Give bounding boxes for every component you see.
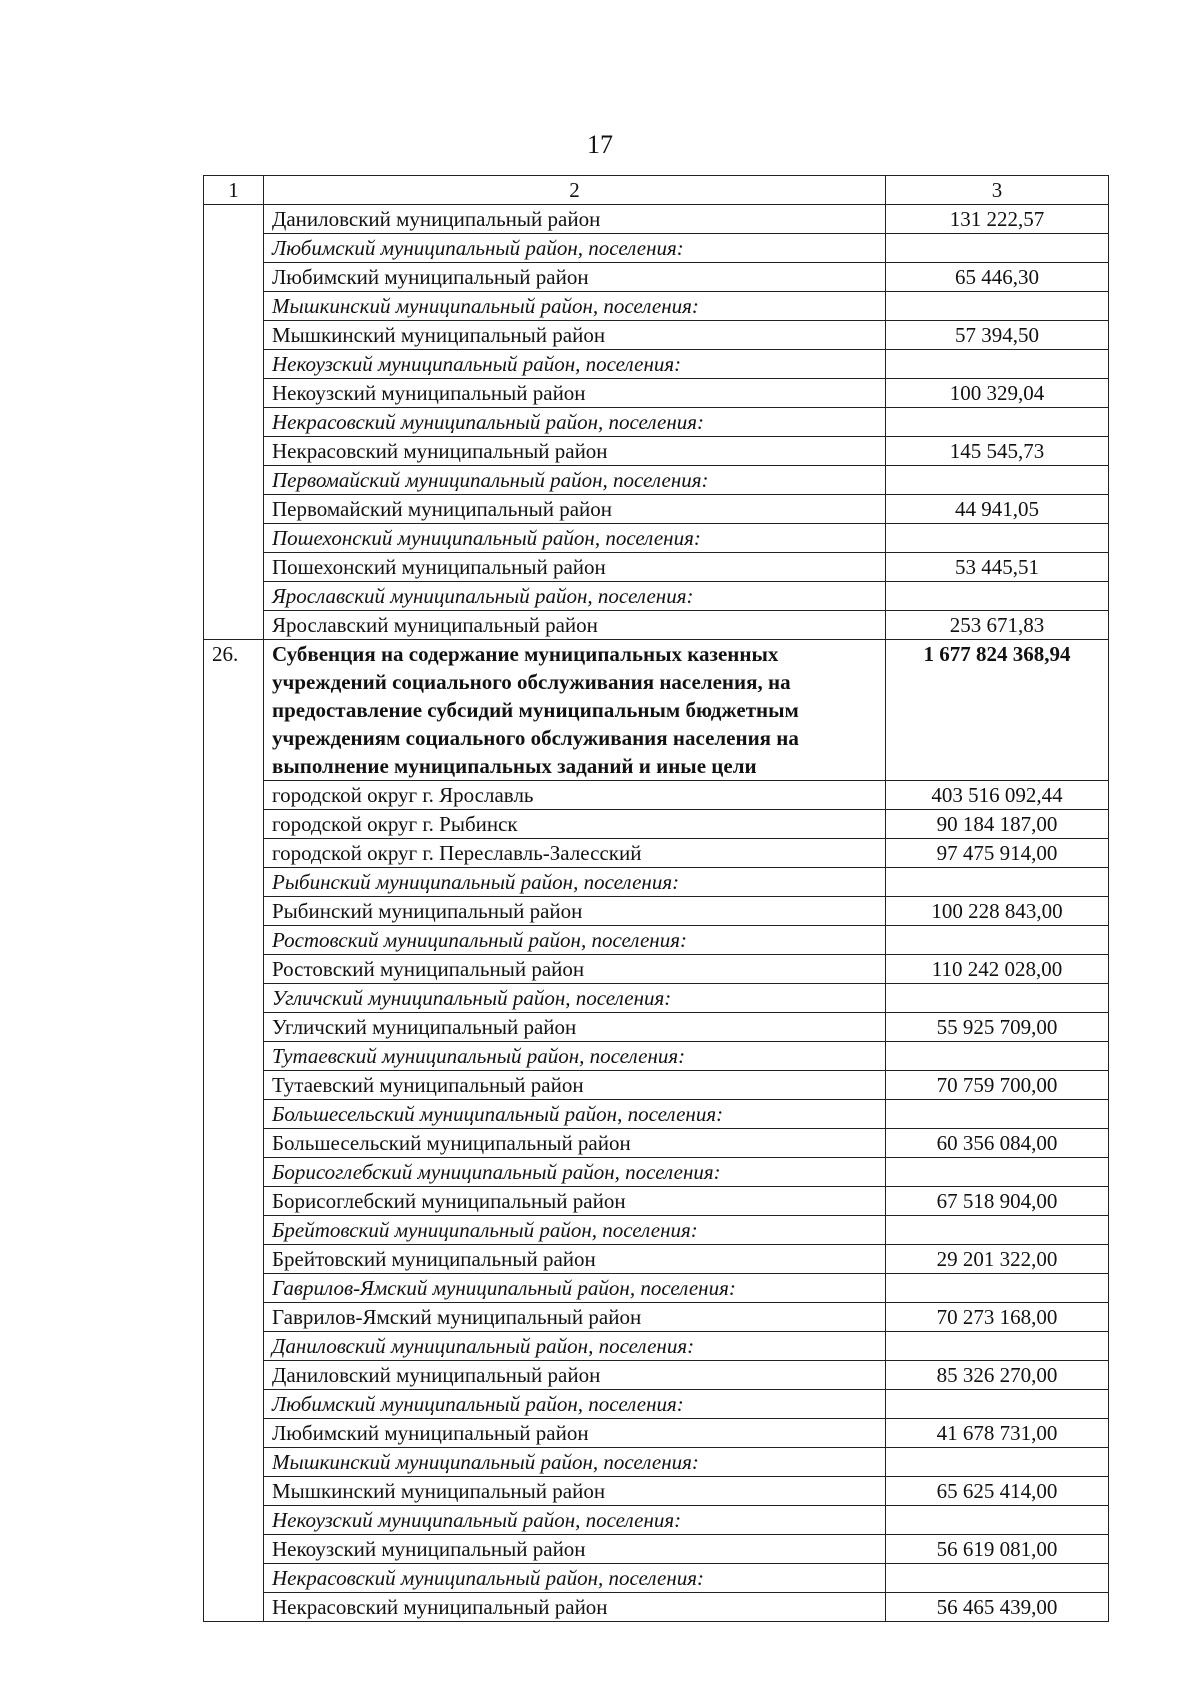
row-amount <box>886 234 1109 263</box>
row-amount: 100 329,04 <box>886 379 1109 408</box>
row-amount <box>886 408 1109 437</box>
row-label: Ростовский муниципальный район, поселения: <box>264 926 886 955</box>
row-label: Большесельский муниципальный район, поселения: <box>264 1100 886 1129</box>
table-row <box>204 781 1109 810</box>
row-label: Мышкинский муниципальный район, поселения: <box>264 1448 886 1477</box>
row-amount: 29 201 322,00 <box>886 1245 1109 1274</box>
table-row <box>204 553 1109 582</box>
row-amount: 56 465 439,00 <box>886 1593 1109 1622</box>
table-row <box>204 379 1109 408</box>
table-row <box>204 1390 1109 1419</box>
table-row <box>204 1216 1109 1245</box>
row-label: Мышкинский муниципальный район, поселения: <box>264 292 886 321</box>
table-row <box>204 1303 1109 1332</box>
row-label: Даниловский муниципальный район <box>264 1361 886 1390</box>
section-title-row <box>204 640 1109 781</box>
table-row <box>204 1013 1109 1042</box>
row-label: Рыбинский муниципальный район, поселения: <box>264 868 886 897</box>
table-row <box>204 1448 1109 1477</box>
table-row <box>204 897 1109 926</box>
row-amount: 90 184 187,00 <box>886 810 1109 839</box>
row-label: Пошехонский муниципальный район, поселения: <box>264 524 886 553</box>
row-amount: 70 759 700,00 <box>886 1071 1109 1100</box>
table-row <box>204 1158 1109 1187</box>
row-amount: 403 516 092,44 <box>886 781 1109 810</box>
row-amount: 65 625 414,00 <box>886 1477 1109 1506</box>
row-amount <box>886 1158 1109 1187</box>
table-row <box>204 524 1109 553</box>
section-number: 26. <box>204 640 264 1622</box>
row-label: Некрасовский муниципальный район <box>264 437 886 466</box>
row-amount: 145 545,73 <box>886 437 1109 466</box>
row-amount: 100 228 843,00 <box>886 897 1109 926</box>
row-amount <box>886 926 1109 955</box>
row-label: Некрасовский муниципальный район <box>264 1593 886 1622</box>
row-label: Мышкинский муниципальный район <box>264 321 886 350</box>
row-amount: 56 619 081,00 <box>886 1535 1109 1564</box>
row-label: Гаврилов-Ямский муниципальный район, поселения: <box>264 1274 886 1303</box>
row-amount <box>886 1042 1109 1071</box>
row-amount <box>886 868 1109 897</box>
table-row <box>204 1332 1109 1361</box>
section-title: Субвенция на содержание муниципальных казенных учреждений социального обслуживания населения, на предоставление субсидий муниципальным бюджетным учреждениям социального обслуживания населения на выполнение муниципальных заданий и иные цели <box>264 640 886 781</box>
row-amount: 70 273 168,00 <box>886 1303 1109 1332</box>
row-amount: 41 678 731,00 <box>886 1419 1109 1448</box>
table-row <box>204 205 1109 234</box>
table-row <box>204 350 1109 379</box>
column-number-row <box>204 176 1109 205</box>
column-number-2: 2 <box>264 176 886 205</box>
row-label: Некоузский муниципальный район <box>264 379 886 408</box>
row-amount <box>886 1274 1109 1303</box>
row-amount: 57 394,50 <box>886 321 1109 350</box>
row-label: городской округ г. Рыбинск <box>264 810 886 839</box>
row-label: Тутаевский муниципальный район <box>264 1071 886 1100</box>
row-label: Борисоглебский муниципальный район, поселения: <box>264 1158 886 1187</box>
table-row <box>204 1071 1109 1100</box>
row-label: Большесельский муниципальный район <box>264 1129 886 1158</box>
row-amount <box>886 1332 1109 1361</box>
row-label: Мышкинский муниципальный район <box>264 1477 886 1506</box>
table-row <box>204 1361 1109 1390</box>
table-row <box>204 292 1109 321</box>
table-row <box>204 1274 1109 1303</box>
table-row <box>204 984 1109 1013</box>
row-amount <box>886 984 1109 1013</box>
table-row <box>204 495 1109 524</box>
table-row <box>204 1477 1109 1506</box>
row-amount: 44 941,05 <box>886 495 1109 524</box>
table-row <box>204 1245 1109 1274</box>
row-label: Любимский муниципальный район <box>264 1419 886 1448</box>
row-label: Брейтовский муниципальный район <box>264 1245 886 1274</box>
table-row <box>204 321 1109 350</box>
row-amount: 55 925 709,00 <box>886 1013 1109 1042</box>
row-amount <box>886 292 1109 321</box>
page-number: 17 <box>587 130 613 159</box>
row-amount <box>886 1564 1109 1593</box>
table-row <box>204 1564 1109 1593</box>
row-label: Любимский муниципальный район, поселения: <box>264 234 886 263</box>
row-label: Даниловский муниципальный район <box>264 205 886 234</box>
row-amount: 53 445,51 <box>886 553 1109 582</box>
table-row <box>204 839 1109 868</box>
row-label: Любимский муниципальный район <box>264 263 886 292</box>
column-number-3: 3 <box>886 176 1109 205</box>
row-amount: 65 446,30 <box>886 263 1109 292</box>
row-label: Рыбинский муниципальный район <box>264 897 886 926</box>
row-amount <box>886 1506 1109 1535</box>
table-row <box>204 1187 1109 1216</box>
table-row <box>204 466 1109 495</box>
row-label: Ярославский муниципальный район <box>264 611 886 640</box>
row-amount <box>886 350 1109 379</box>
section-index-cell <box>204 205 264 640</box>
row-label: Некоузский муниципальный район, поселения: <box>264 1506 886 1535</box>
row-amount: 85 326 270,00 <box>886 1361 1109 1390</box>
row-amount: 131 222,57 <box>886 205 1109 234</box>
table-body <box>204 176 1109 1622</box>
row-label: Ростовский муниципальный район <box>264 955 886 984</box>
row-amount <box>886 1390 1109 1419</box>
row-label: Даниловский муниципальный район, поселения: <box>264 1332 886 1361</box>
row-label: Некоузский муниципальный район, поселения: <box>264 350 886 379</box>
row-label: городской округ г. Переславль-Залесский <box>264 839 886 868</box>
row-amount <box>886 466 1109 495</box>
row-label: Гаврилов-Ямский муниципальный район <box>264 1303 886 1332</box>
table-row <box>204 868 1109 897</box>
table-row <box>204 955 1109 984</box>
table-row <box>204 408 1109 437</box>
row-label: Брейтовский муниципальный район, поселения: <box>264 1216 886 1245</box>
table-row <box>204 1129 1109 1158</box>
table-row <box>204 1593 1109 1622</box>
row-label: Первомайский муниципальный район, поселения: <box>264 466 886 495</box>
table-row <box>204 263 1109 292</box>
row-amount <box>886 1448 1109 1477</box>
budget-table <box>203 175 1109 1622</box>
table-row <box>204 926 1109 955</box>
row-amount: 253 671,83 <box>886 611 1109 640</box>
row-label: Борисоглебский муниципальный район <box>264 1187 886 1216</box>
row-label: Некрасовский муниципальный район, поселения: <box>264 1564 886 1593</box>
row-amount: 110 242 028,00 <box>886 955 1109 984</box>
row-label: городской округ г. Ярославль <box>264 781 886 810</box>
row-label: Пошехонский муниципальный район <box>264 553 886 582</box>
table-row <box>204 611 1109 640</box>
row-label: Ярославский муниципальный район, поселения: <box>264 582 886 611</box>
row-amount <box>886 582 1109 611</box>
table-row <box>204 234 1109 263</box>
row-amount <box>886 1100 1109 1129</box>
table-row <box>204 437 1109 466</box>
row-label: Некрасовский муниципальный район, поселения: <box>264 408 886 437</box>
row-label: Угличский муниципальный район <box>264 1013 886 1042</box>
row-amount: 67 518 904,00 <box>886 1187 1109 1216</box>
row-amount <box>886 1216 1109 1245</box>
row-label: Угличский муниципальный район, поселения: <box>264 984 886 1013</box>
table-row <box>204 582 1109 611</box>
row-amount <box>886 524 1109 553</box>
row-amount: 60 356 084,00 <box>886 1129 1109 1158</box>
row-label: Первомайский муниципальный район <box>264 495 886 524</box>
row-label: Любимский муниципальный район, поселения: <box>264 1390 886 1419</box>
section-total: 1 677 824 368,94 <box>886 640 1109 781</box>
row-label: Тутаевский муниципальный район, поселения: <box>264 1042 886 1071</box>
table-row <box>204 1419 1109 1448</box>
row-label: Некоузский муниципальный район <box>264 1535 886 1564</box>
table-row <box>204 810 1109 839</box>
row-amount: 97 475 914,00 <box>886 839 1109 868</box>
table-row <box>204 1042 1109 1071</box>
table-row <box>204 1535 1109 1564</box>
table-row <box>204 1506 1109 1535</box>
column-number-1: 1 <box>204 176 264 205</box>
table-row <box>204 1100 1109 1129</box>
